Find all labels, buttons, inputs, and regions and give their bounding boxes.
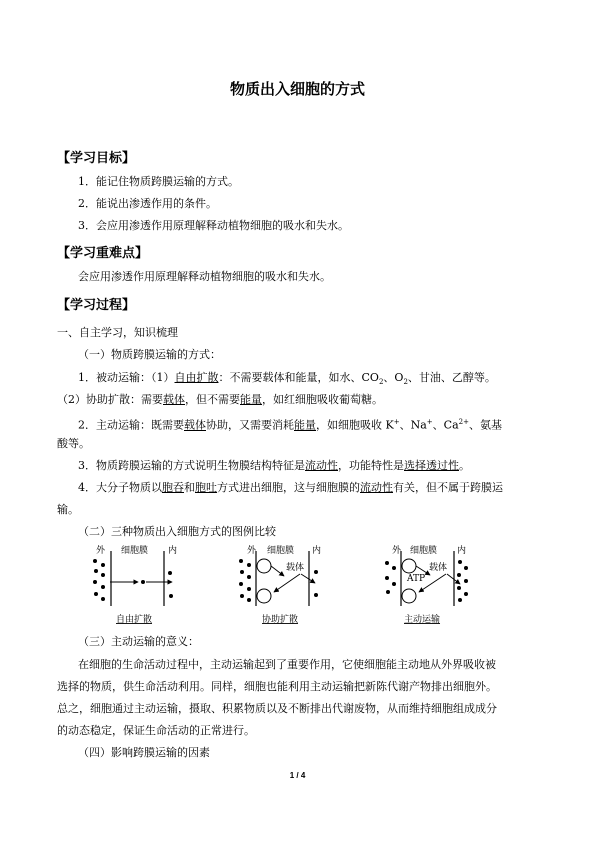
page-number: 1 / 4 [289,771,306,780]
passive-transport-line: 1．被动运输：（1）自由扩散：不需要载体和能量，如水、$CO_2$、$O_2$、甘油、乙醇等。 [78,371,496,387]
significance-paragraph-line-1: 在细胞的生命活动过程中，主动运输起到了重要作用，它使细胞能主动地从外界吸收被 [78,658,496,671]
diagram1-molecules-outside [93,559,105,601]
key-points-text: 会应用渗透作用原理解释动植物细胞的吸水和失水。 [78,270,331,283]
diagram2-carrier-label: 载体 [286,563,305,573]
diagram2-arrow-b [274,574,300,592]
subsection-3: （三）主动运输的意义： [78,635,199,648]
diagram1-membrane-label: 细胞膜 [121,546,149,556]
diagram2-membrane-label: 细胞膜 [267,546,295,556]
diagram1-molecule-crossing [141,580,145,584]
diagram2-outside-label: 外 [247,546,257,556]
diagram2-arrow-c [301,574,315,583]
diagram3-membrane-label: 细胞膜 [410,546,438,556]
subsection-1: （一）物质跨膜运输的方式： [78,348,221,361]
diagram3-carrier-bottom [402,589,416,603]
diagram3-outside-label: 外 [392,546,402,556]
significance-paragraph-line-4: 的动态稳定，保证生命活动的正常进行。 [57,724,255,737]
diagram-active-transport [385,544,468,625]
membrane-feature-line: 3．物质跨膜运输的方式说明生物膜结构特征是流动性，功能特性是选择透过性。 [78,459,470,472]
diagram3-atp-label: ATP [407,574,426,584]
subsection-4: （四）影响跨膜运输的因素 [78,746,210,759]
diagram1-outside-label: 外 [96,546,106,556]
diagram2-molecule-inside-1 [314,570,318,574]
diagram2-caption: 协助扩散 [262,615,299,625]
active-transport-line-cont: 酸等。 [57,437,90,450]
diagram3-inside-label: 内 [457,546,467,556]
active-transport-line: 2．主动运输：既需要载体协助，又需要消耗能量，如细胞吸收 K+、Na+、$Ca^{2+}$、氨基 [78,418,502,432]
diagram-facilitated-diffusion [239,544,321,625]
diagram2-carrier-bottom [257,589,271,603]
macromolecule-line: 4．大分子物质以胞吞和胞吐方式进出细胞，这与细胞膜的流动性有关，但不属于跨膜运 [78,481,503,494]
diagram3-carrier-label: 载体 [429,563,448,573]
macromolecule-line-cont: 输。 [57,503,79,516]
facilitated-diffusion-line: （2）协助扩散：需要载体，但不需要能量，如红细胞吸收葡萄糖。 [57,393,383,406]
diagram3-caption: 主动运输 [404,615,441,625]
subsection-2: （二）三种物质出入细胞方式的图例比较 [78,525,276,538]
goal-item-2: 2．能说出渗透作用的条件。 [78,197,217,210]
diagram3-carrier-top [402,559,416,573]
significance-paragraph-line-3: 总之，细胞通过主动运输，摄取、积累物质以及不断排出代谢废物，从而维持细胞组成成分 [57,702,497,715]
page-title: 物质出入细胞的方式 [229,80,365,98]
diagram2-arrow-a [271,566,284,576]
diagram1-caption: 自由扩散 [116,615,153,625]
diagram1-molecule-inside-2 [169,594,173,598]
significance-paragraph-line-2: 选择的物质，供生命活动利用。同样，细胞也能利用主动运输把新陈代谢产物排出细胞外。 [57,680,497,693]
key-points-heading: 【学习重难点】 [57,246,149,261]
diagram1-inside-label: 内 [168,546,178,556]
diagram2-molecules-outside [239,559,251,602]
diagram3-molecules-outside [385,561,396,594]
goal-item-3: 3．会应用渗透作用原理解释动植物细胞的吸水和失水。 [78,219,349,232]
diagram2-inside-label: 内 [312,546,322,556]
diagram-free-diffusion [93,544,177,625]
diagram2-molecule-inside-2 [314,593,318,597]
process-heading: 【学习过程】 [57,298,136,313]
diagram2-carrier-top [257,559,271,573]
goal-item-1: 1．能记住物质跨膜运输的方式。 [78,175,239,188]
goals-heading: 【学习目标】 [57,151,136,166]
diagram1-molecule-inside-1 [168,571,172,575]
diagram3-molecules-inside [457,560,468,602]
part1-heading: 一、自主学习，知识梳理 [57,326,178,339]
